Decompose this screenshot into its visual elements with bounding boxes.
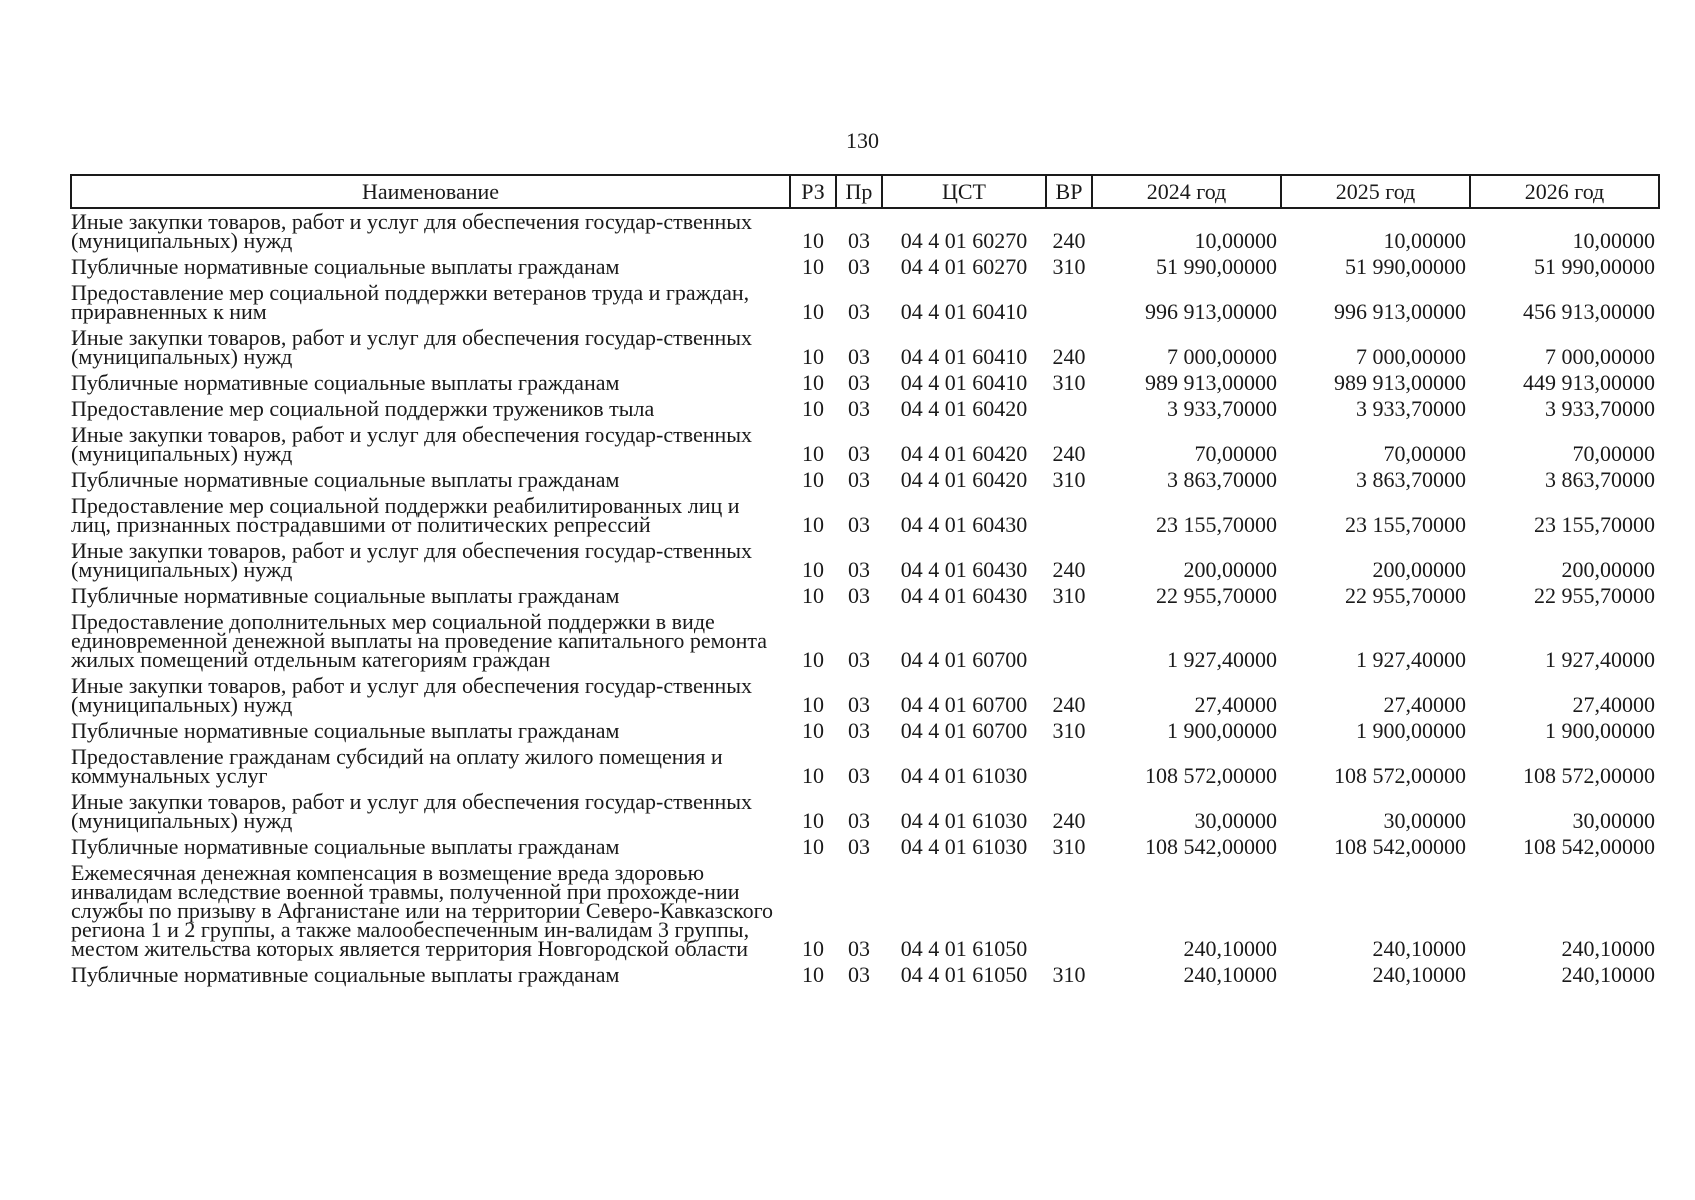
row-amount-2025: 200,00000 <box>1372 557 1466 582</box>
row-name: Иные закупки товаров, работ и услуг для обеспечения государ-ственных (муниципальных) нужд <box>71 209 753 253</box>
row-amount-2026: 1 900,00000 <box>1545 718 1655 743</box>
row-cst: 04 4 01 60430 <box>900 512 1028 537</box>
row-pr: 03 <box>848 583 870 608</box>
header-2026: 2026 год <box>1470 175 1659 208</box>
row-name: Иные закупки товаров, работ и услуг для обеспечения государ-ственных (муниципальных) нужд <box>71 422 753 466</box>
row-amount-2025: 989 913,00000 <box>1334 370 1466 395</box>
row-pr: 03 <box>848 467 870 492</box>
row-vr <box>1046 608 1092 672</box>
row-amount-2026: 3 933,70000 <box>1545 396 1655 421</box>
row-name: Ежемесячная денежная компенсация в возмещение вреда здоровью инвалидам вследствие военной травмы, полученной при прохожде-нии службы по призыву в Афганистане или на территории Северо-Кавказского региона 1 и 2 группы, а также малообеспеченным ин-валидам 3 группы, местом жительства которых является территория Новгородской области <box>71 860 774 961</box>
row-rz: 10 <box>802 936 824 961</box>
row-amount-2026: 7 000,00000 <box>1545 344 1655 369</box>
row-amount-2025: 108 542,00000 <box>1334 834 1466 859</box>
row-amount-2026: 108 542,00000 <box>1523 834 1655 859</box>
row-vr: 240 <box>1052 557 1086 582</box>
table-row <box>71 961 1659 987</box>
row-name: Иные закупки товаров, работ и услуг для обеспечения государ-ственных (муниципальных) нужд <box>71 789 753 833</box>
row-amount-2026: 1 927,40000 <box>1545 647 1655 672</box>
row-vr: 240 <box>1052 441 1086 466</box>
row-amount-2026: 449 913,00000 <box>1523 370 1655 395</box>
row-vr <box>1046 859 1092 961</box>
row-amount-2025: 23 155,70000 <box>1345 512 1466 537</box>
table-row <box>71 833 1659 859</box>
row-vr <box>1046 395 1092 421</box>
row-pr: 03 <box>848 441 870 466</box>
row-amount-2026: 10,00000 <box>1572 228 1655 253</box>
row-amount-2024: 22 955,70000 <box>1156 583 1277 608</box>
row-amount-2026: 30,00000 <box>1572 808 1655 833</box>
header-pr: Пр <box>836 175 882 208</box>
header-2024: 2024 год <box>1092 175 1281 208</box>
row-pr: 03 <box>848 718 870 743</box>
row-amount-2026: 22 955,70000 <box>1534 583 1655 608</box>
row-amount-2026: 240,10000 <box>1561 962 1655 987</box>
row-cst: 04 4 01 60700 <box>900 718 1028 743</box>
table-row <box>71 672 1659 717</box>
row-name: Публичные нормативные социальные выплаты гражданам <box>71 962 620 987</box>
row-vr: 240 <box>1052 344 1086 369</box>
row-name: Предоставление мер социальной поддержки тружеников тыла <box>71 396 655 421</box>
row-vr: 310 <box>1052 370 1086 395</box>
row-amount-2024: 3 933,70000 <box>1167 396 1277 421</box>
row-rz: 10 <box>802 254 824 279</box>
row-amount-2024: 996 913,00000 <box>1145 299 1277 324</box>
row-amount-2025: 30,00000 <box>1383 808 1466 833</box>
row-vr <box>1046 743 1092 788</box>
row-vr: 240 <box>1052 808 1086 833</box>
row-amount-2024: 108 542,00000 <box>1145 834 1277 859</box>
row-pr: 03 <box>848 692 870 717</box>
row-amount-2025: 1 927,40000 <box>1356 647 1466 672</box>
row-rz: 10 <box>802 763 824 788</box>
row-amount-2024: 23 155,70000 <box>1156 512 1277 537</box>
row-amount-2026: 3 863,70000 <box>1545 467 1655 492</box>
table-row <box>71 253 1659 279</box>
row-rz: 10 <box>802 299 824 324</box>
row-amount-2024: 108 572,00000 <box>1145 763 1277 788</box>
row-amount-2025: 70,00000 <box>1383 441 1466 466</box>
row-amount-2026: 70,00000 <box>1572 441 1655 466</box>
header-cst: ЦСТ <box>882 175 1046 208</box>
table-row <box>71 369 1659 395</box>
row-name: Предоставление гражданам субсидий на оплату жилого помещения и коммунальных услуг <box>71 744 723 788</box>
budget-table <box>70 174 1660 987</box>
table-row <box>71 208 1659 253</box>
row-amount-2025: 240,10000 <box>1372 962 1466 987</box>
table-row <box>71 717 1659 743</box>
row-cst: 04 4 01 60430 <box>900 557 1028 582</box>
row-rz: 10 <box>802 718 824 743</box>
row-amount-2024: 7 000,00000 <box>1167 344 1277 369</box>
row-rz: 10 <box>802 370 824 395</box>
row-cst: 04 4 01 61050 <box>900 962 1028 987</box>
page-number: 130 <box>846 128 879 153</box>
header-2025: 2025 год <box>1281 175 1470 208</box>
row-cst: 04 4 01 61030 <box>900 763 1028 788</box>
row-amount-2024: 200,00000 <box>1183 557 1277 582</box>
row-cst: 04 4 01 60270 <box>900 254 1028 279</box>
row-pr: 03 <box>848 647 870 672</box>
header-vr: ВР <box>1046 175 1092 208</box>
row-vr: 310 <box>1052 467 1086 492</box>
row-cst: 04 4 01 60700 <box>900 647 1028 672</box>
row-amount-2025: 22 955,70000 <box>1345 583 1466 608</box>
row-name: Предоставление мер социальной поддержки ветеранов труда и граждан, приравненных к ним <box>71 280 750 324</box>
row-name: Предоставление мер социальной поддержки реабилитированных лиц и лиц, признанных пострадавшими от политических репрессий <box>71 493 740 537</box>
table-header <box>71 175 1659 208</box>
row-cst: 04 4 01 61030 <box>900 808 1028 833</box>
row-vr: 240 <box>1052 228 1086 253</box>
row-name: Публичные нормативные социальные выплаты гражданам <box>71 370 620 395</box>
row-cst: 04 4 01 60420 <box>900 467 1028 492</box>
row-name: Публичные нормативные социальные выплаты гражданам <box>71 718 620 743</box>
table-row <box>71 859 1659 961</box>
table-row <box>71 421 1659 466</box>
row-amount-2026: 23 155,70000 <box>1534 512 1655 537</box>
row-cst: 04 4 01 61050 <box>900 936 1028 961</box>
row-cst: 04 4 01 60430 <box>900 583 1028 608</box>
table-row <box>71 324 1659 369</box>
header-name: Наименование <box>71 175 790 208</box>
row-vr: 310 <box>1052 962 1086 987</box>
row-name: Предоставление дополнительных мер социальной поддержки в виде единовременной денежной выплаты на проведение капитального ремонта жилых помещений отдельным категориям граждан <box>71 609 768 672</box>
row-pr: 03 <box>848 512 870 537</box>
header-rz: РЗ <box>790 175 836 208</box>
row-cst: 04 4 01 60420 <box>900 441 1028 466</box>
table-row <box>71 743 1659 788</box>
row-amount-2026: 108 572,00000 <box>1523 763 1655 788</box>
table-row <box>71 395 1659 421</box>
table-row <box>71 537 1659 582</box>
row-amount-2025: 51 990,00000 <box>1345 254 1466 279</box>
header-row <box>71 175 1659 208</box>
table-body <box>71 208 1659 987</box>
row-cst: 04 4 01 60270 <box>900 228 1028 253</box>
row-amount-2024: 1 900,00000 <box>1167 718 1277 743</box>
row-pr: 03 <box>848 396 870 421</box>
row-amount-2024: 240,10000 <box>1183 936 1277 961</box>
row-amount-2025: 27,40000 <box>1383 692 1466 717</box>
row-pr: 03 <box>848 962 870 987</box>
row-vr: 310 <box>1052 583 1086 608</box>
row-amount-2024: 30,00000 <box>1194 808 1277 833</box>
table-row <box>71 788 1659 833</box>
row-cst: 04 4 01 61030 <box>900 834 1028 859</box>
table-row <box>71 582 1659 608</box>
row-vr: 310 <box>1052 718 1086 743</box>
row-rz: 10 <box>802 396 824 421</box>
row-vr: 240 <box>1052 692 1086 717</box>
row-amount-2025: 108 572,00000 <box>1334 763 1466 788</box>
row-rz: 10 <box>802 441 824 466</box>
row-pr: 03 <box>848 936 870 961</box>
row-name: Иные закупки товаров, работ и услуг для обеспечения государ-ственных (муниципальных) нужд <box>71 673 753 717</box>
row-cst: 04 4 01 60410 <box>900 299 1028 324</box>
row-amount-2024: 70,00000 <box>1194 441 1277 466</box>
row-rz: 10 <box>802 808 824 833</box>
row-amount-2024: 27,40000 <box>1194 692 1277 717</box>
row-cst: 04 4 01 60700 <box>900 692 1028 717</box>
row-pr: 03 <box>848 557 870 582</box>
row-name: Публичные нормативные социальные выплаты гражданам <box>71 254 620 279</box>
row-cst: 04 4 01 60420 <box>900 396 1028 421</box>
row-name: Публичные нормативные социальные выплаты гражданам <box>71 834 620 859</box>
row-amount-2024: 51 990,00000 <box>1156 254 1277 279</box>
row-amount-2025: 996 913,00000 <box>1334 299 1466 324</box>
row-rz: 10 <box>802 647 824 672</box>
row-rz: 10 <box>802 834 824 859</box>
row-pr: 03 <box>848 808 870 833</box>
row-pr: 03 <box>848 344 870 369</box>
row-amount-2025: 1 900,00000 <box>1356 718 1466 743</box>
row-rz: 10 <box>802 692 824 717</box>
row-amount-2024: 10,00000 <box>1194 228 1277 253</box>
row-amount-2025: 3 863,70000 <box>1356 467 1466 492</box>
row-rz: 10 <box>802 344 824 369</box>
row-cst: 04 4 01 60410 <box>900 344 1028 369</box>
table-row <box>71 279 1659 324</box>
row-rz: 10 <box>802 962 824 987</box>
row-rz: 10 <box>802 557 824 582</box>
table-row <box>71 466 1659 492</box>
row-amount-2026: 240,10000 <box>1561 936 1655 961</box>
row-amount-2024: 989 913,00000 <box>1145 370 1277 395</box>
row-pr: 03 <box>848 370 870 395</box>
row-vr: 310 <box>1052 834 1086 859</box>
row-rz: 10 <box>802 467 824 492</box>
row-vr <box>1046 492 1092 537</box>
row-pr: 03 <box>848 299 870 324</box>
row-pr: 03 <box>848 834 870 859</box>
row-amount-2026: 200,00000 <box>1561 557 1655 582</box>
row-name: Иные закупки товаров, работ и услуг для обеспечения государ-ственных (муниципальных) нужд <box>71 325 753 369</box>
row-amount-2026: 456 913,00000 <box>1523 299 1655 324</box>
row-amount-2025: 10,00000 <box>1383 228 1466 253</box>
row-amount-2025: 3 933,70000 <box>1356 396 1466 421</box>
row-pr: 03 <box>848 228 870 253</box>
row-pr: 03 <box>848 763 870 788</box>
row-rz: 10 <box>802 228 824 253</box>
row-amount-2024: 240,10000 <box>1183 962 1277 987</box>
row-amount-2025: 7 000,00000 <box>1356 344 1466 369</box>
row-amount-2026: 27,40000 <box>1572 692 1655 717</box>
row-rz: 10 <box>802 583 824 608</box>
row-name: Публичные нормативные социальные выплаты гражданам <box>71 583 620 608</box>
table-row <box>71 492 1659 537</box>
row-amount-2024: 3 863,70000 <box>1167 467 1277 492</box>
row-vr: 310 <box>1052 254 1086 279</box>
row-amount-2025: 240,10000 <box>1372 936 1466 961</box>
table-row <box>71 608 1659 672</box>
row-vr <box>1046 279 1092 324</box>
row-amount-2026: 51 990,00000 <box>1534 254 1655 279</box>
row-rz: 10 <box>802 512 824 537</box>
row-pr: 03 <box>848 254 870 279</box>
row-amount-2024: 1 927,40000 <box>1167 647 1277 672</box>
row-name: Публичные нормативные социальные выплаты гражданам <box>71 467 620 492</box>
row-cst: 04 4 01 60410 <box>900 370 1028 395</box>
row-name: Иные закупки товаров, работ и услуг для обеспечения государ-ственных (муниципальных) нужд <box>71 538 753 582</box>
